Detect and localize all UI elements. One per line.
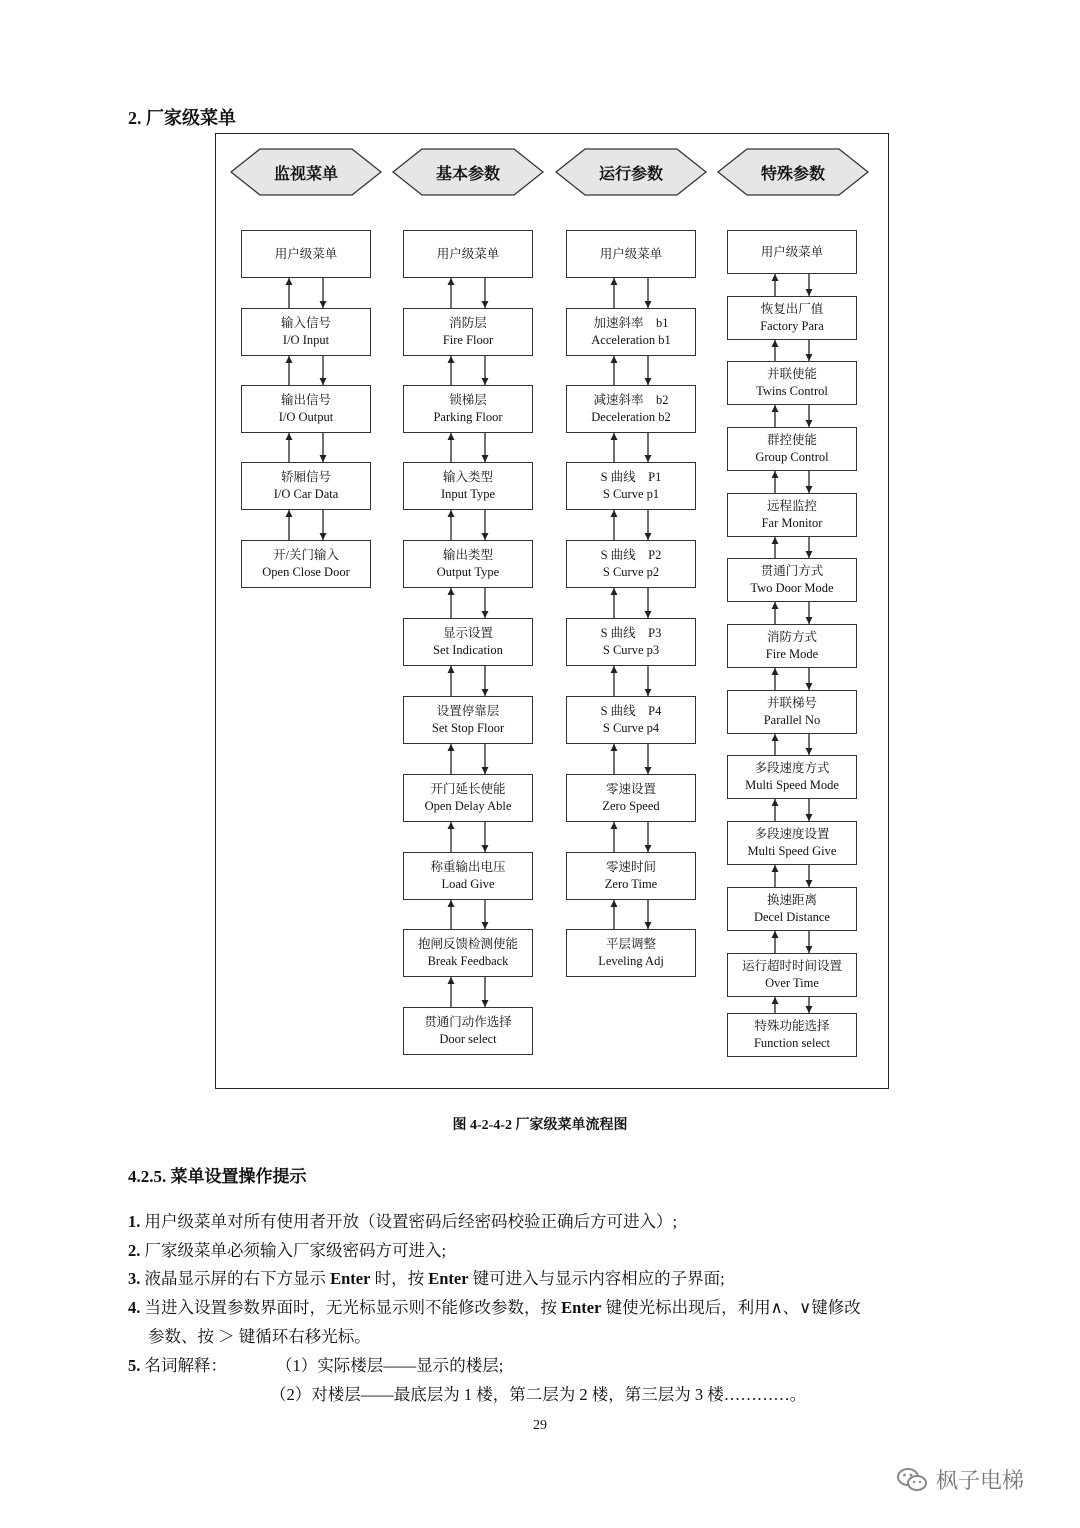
- menu-box-cn-label: 输入信号: [280, 316, 331, 330]
- menu-box: [403, 929, 533, 977]
- menu-box: [566, 852, 696, 900]
- menu-box-en-label: S Curve p4: [602, 721, 660, 735]
- menu-box: [403, 540, 533, 588]
- tip-3: [128, 1268, 725, 1290]
- column-header-label: 运行参数: [598, 165, 663, 183]
- tip-4: [128, 1297, 861, 1319]
- menu-box-en-label: S Curve p2: [602, 565, 660, 579]
- menu-box: [403, 308, 533, 356]
- tip-3-enter-1: Enter: [330, 1269, 371, 1288]
- menu-box-en-label: Decel Distance: [753, 910, 830, 924]
- tip-1: [128, 1211, 677, 1233]
- menu-box-cn-label: 贯通门动作选择: [424, 1015, 512, 1029]
- menu-box: [727, 690, 857, 734]
- menu-box-user-level: [403, 230, 533, 278]
- menu-box-cn-label: 零速设置: [605, 782, 656, 796]
- menu-box: [727, 821, 857, 865]
- menu-box-en-label: Deceleration b2: [591, 410, 671, 424]
- menu-box: [727, 558, 857, 602]
- menu-box: [566, 385, 696, 433]
- menu-box-cn-label: 多段速度设置: [754, 827, 830, 841]
- menu-box-cn-label: 平层调整: [605, 937, 656, 951]
- menu-box: [727, 296, 857, 340]
- wechat-icon: [896, 1466, 928, 1494]
- menu-box-cn-label: 用户级菜单: [599, 246, 663, 261]
- menu-box-cn-label: 群控使能: [766, 433, 817, 447]
- menu-box: [727, 887, 857, 931]
- menu-box-en-label: Output Type: [436, 565, 500, 579]
- menu-box-en-label: Over Time: [765, 976, 819, 990]
- menu-box-en-label: I/O Input: [282, 333, 330, 347]
- menu-box-en-label: Leveling Adj: [598, 954, 664, 968]
- tip-2-text: 厂家级菜单必须输入厂家级密码方可进入;: [144, 1241, 447, 1260]
- menu-box: [403, 462, 533, 510]
- menu-box-cn-label: S 曲线 P1: [600, 470, 662, 484]
- menu-box-en-label: Factory Para: [760, 319, 824, 333]
- menu-box: [566, 540, 696, 588]
- menu-box-cn-label: S 曲线 P4: [600, 704, 662, 718]
- menu-box-en-label: Group Control: [755, 450, 829, 464]
- watermark-text: 枫子电梯: [936, 1469, 1025, 1494]
- menu-box-cn-label: S 曲线 P3: [600, 626, 662, 640]
- menu-box-user-level: [727, 230, 857, 274]
- menu-box-cn-label: 用户级菜单: [436, 246, 500, 261]
- menu-box: [403, 852, 533, 900]
- menu-box-cn-label: 加速斜率 b1: [593, 316, 669, 330]
- figure-caption: 图 4-2-4-2 厂家级菜单流程图: [452, 1118, 628, 1133]
- menu-box-en-label: Load Give: [441, 877, 495, 891]
- column-header-hexagon: [555, 148, 707, 196]
- menu-box-en-label: Parking Floor: [433, 410, 503, 424]
- column-header-hexagon: [392, 148, 544, 196]
- menu-box-cn-label: 用户级菜单: [760, 244, 824, 259]
- section-heading-425: 4.2.5. 菜单设置操作提示: [128, 1167, 307, 1186]
- menu-box: [241, 540, 371, 588]
- tip-1-num: 1.: [128, 1212, 141, 1231]
- menu-box: [727, 624, 857, 668]
- menu-box-cn-label: 设置停靠层: [436, 704, 500, 718]
- menu-box-en-label: Two Door Mode: [750, 581, 834, 595]
- menu-box-user-level: [241, 230, 371, 278]
- menu-box: [403, 696, 533, 744]
- menu-box: [241, 308, 371, 356]
- menu-box-cn-label: 显示设置: [442, 626, 493, 640]
- menu-box-en-label: Multi Speed Give: [747, 844, 837, 858]
- menu-box-cn-label: 多段速度方式: [754, 761, 830, 775]
- menu-box: [727, 1013, 857, 1057]
- menu-box: [403, 1007, 533, 1055]
- menu-box: [566, 308, 696, 356]
- watermark: [896, 1464, 1024, 1495]
- tip-3-text-b: 时，按: [374, 1269, 425, 1288]
- tip-4-text-a: 当进入设置参数界面时，无光标显示则不能修改参数，按: [144, 1298, 557, 1317]
- menu-box-cn-label: 零速时间: [605, 860, 656, 874]
- menu-box-en-label: I/O Car Data: [273, 487, 339, 501]
- menu-box-en-label: Parallel No: [763, 713, 821, 727]
- column-header-label: 基本参数: [435, 165, 500, 183]
- menu-box-en-label: Set Stop Floor: [431, 721, 505, 735]
- menu-box-en-label: Zero Time: [604, 877, 658, 891]
- menu-box-cn-label: 轿厢信号: [280, 470, 331, 484]
- menu-box-cn-label: 开门延长使能: [430, 782, 506, 796]
- menu-box-cn-label: 用户级菜单: [274, 246, 338, 261]
- column-header-label: 特殊参数: [760, 165, 825, 183]
- tip-5-num: 5.: [128, 1356, 141, 1375]
- menu-box-cn-label: 换速距离: [766, 893, 817, 907]
- tip-1-text: 用户级菜单对所有使用者开放（设置密码后经密码校验正确后方可进入）;: [144, 1212, 678, 1231]
- menu-box-en-label: Fire Floor: [442, 333, 494, 347]
- tip-4-enter: Enter: [561, 1298, 602, 1317]
- menu-box-en-label: Input Type: [440, 487, 496, 501]
- menu-box-cn-label: 特殊功能选择: [754, 1019, 830, 1033]
- tip-3-text-a: 液晶显示屏的右下方显示: [144, 1269, 326, 1288]
- menu-box: [566, 618, 696, 666]
- menu-box-en-label: Set Indication: [433, 643, 503, 657]
- tip-3-enter-2: Enter: [428, 1269, 469, 1288]
- menu-box-en-label: Acceleration b1: [591, 333, 671, 347]
- menu-box-cn-label: 抱闸反馈检测使能: [417, 937, 518, 951]
- menu-box-en-label: Open Delay Able: [424, 799, 512, 813]
- tip-2-num: 2.: [128, 1241, 141, 1260]
- menu-box-cn-label: 消防方式: [766, 630, 817, 644]
- column-header-hexagon: [230, 148, 382, 196]
- menu-box-cn-label: 开/关门输入: [273, 548, 339, 562]
- menu-box-cn-label: 并联梯号: [766, 696, 817, 710]
- menu-box-en-label: Fire Mode: [765, 647, 819, 661]
- menu-box-cn-label: 输出信号: [280, 393, 331, 407]
- menu-box-cn-label: 并联使能: [766, 367, 817, 381]
- column-header-label: 监视菜单: [273, 165, 338, 183]
- menu-box-en-label: S Curve p1: [602, 487, 660, 501]
- section-title: 2. 厂家级菜单: [128, 108, 236, 128]
- tip-5-item-2: （2）对楼层——最底层为 1 楼，第二层为 2 楼，第三层为 3 楼…………。: [270, 1385, 807, 1404]
- menu-box: [241, 385, 371, 433]
- tip-4-text-b: 键使光标出现后，利用∧、∨键修改: [605, 1298, 861, 1317]
- menu-box: [727, 493, 857, 537]
- tip-5-label: 名词解释：: [144, 1356, 227, 1375]
- menu-box-cn-label: 贯通门方式: [760, 564, 824, 578]
- tip-5: [128, 1355, 227, 1377]
- tip-3-text-c: 键可进入与显示内容相应的子界面;: [472, 1269, 725, 1288]
- menu-box-cn-label: 输出类型: [442, 548, 493, 562]
- page-number: 29: [533, 1418, 547, 1433]
- menu-box: [566, 774, 696, 822]
- menu-box: [403, 385, 533, 433]
- menu-box: [403, 774, 533, 822]
- menu-box-user-level: [566, 230, 696, 278]
- menu-box: [403, 618, 533, 666]
- menu-box-en-label: Break Feedback: [427, 954, 509, 968]
- menu-box: [566, 462, 696, 510]
- menu-box-en-label: Function select: [753, 1036, 831, 1050]
- menu-box: [566, 696, 696, 744]
- menu-box-cn-label: 锁梯层: [449, 393, 487, 407]
- menu-box-cn-label: S 曲线 P2: [600, 548, 662, 562]
- menu-box-en-label: S Curve p3: [602, 643, 660, 657]
- menu-box-cn-label: 运行超时时间设置: [741, 959, 842, 973]
- menu-box-en-label: Door select: [439, 1032, 497, 1046]
- menu-box-en-label: I/O Output: [278, 410, 334, 424]
- menu-box-en-label: Zero Speed: [602, 799, 660, 813]
- menu-box-cn-label: 恢复出厂值: [760, 302, 824, 316]
- menu-box-cn-label: 远程监控: [766, 499, 817, 513]
- menu-box-cn-label: 消防层: [449, 316, 487, 330]
- menu-box-cn-label: 称重输出电压: [430, 860, 506, 874]
- menu-box: [727, 361, 857, 405]
- tip-3-num: 3.: [128, 1269, 141, 1288]
- menu-box: [727, 755, 857, 799]
- menu-box-en-label: Multi Speed Mode: [745, 778, 839, 792]
- tip-4-num: 4.: [128, 1298, 141, 1317]
- column-header-hexagon: [717, 148, 869, 196]
- menu-box-en-label: Far Monitor: [761, 516, 823, 530]
- menu-box: [727, 953, 857, 997]
- menu-box: [566, 929, 696, 977]
- menu-box-cn-label: 减速斜率 b2: [593, 393, 669, 407]
- menu-box-en-label: Open Close Door: [262, 565, 350, 579]
- menu-box-en-label: Twins Control: [756, 384, 828, 398]
- tip-2: [128, 1240, 446, 1262]
- menu-box: [241, 462, 371, 510]
- tip-5-item-1: （1）实际楼层——显示的楼层;: [276, 1356, 504, 1375]
- tip-4-line-2: 参数、按 ＞ 键循环右移光标。: [148, 1327, 371, 1346]
- menu-box: [727, 427, 857, 471]
- menu-box-cn-label: 输入类型: [442, 470, 493, 484]
